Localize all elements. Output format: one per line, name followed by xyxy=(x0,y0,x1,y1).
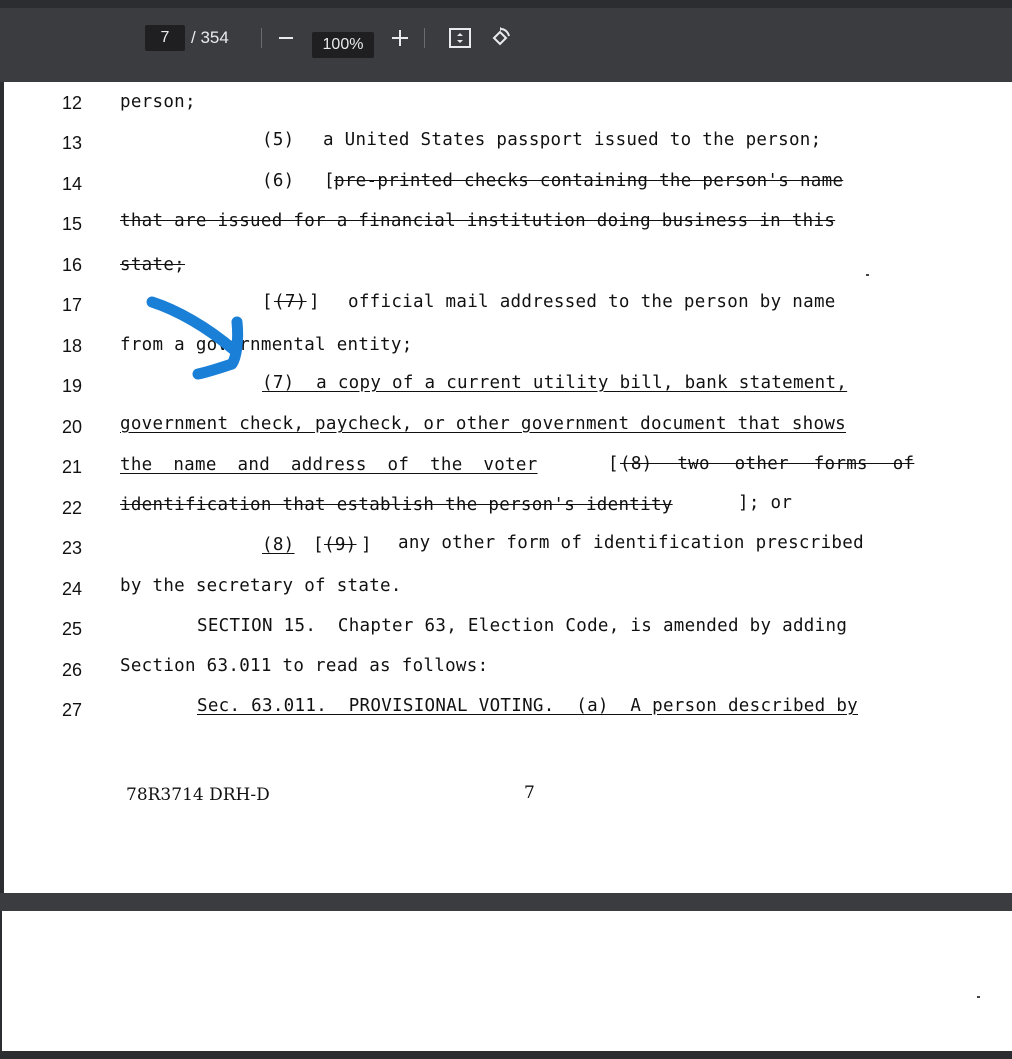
line-number: 25 xyxy=(62,619,83,639)
deleted-text: (7) xyxy=(274,292,307,312)
scan-speck xyxy=(866,274,869,276)
deleted-text: state; xyxy=(120,255,186,275)
document-page xyxy=(4,82,1012,893)
line-number: 13 xyxy=(62,133,83,153)
line-number: 19 xyxy=(62,376,83,396)
footer-document-code: 78R3714 DRH-D xyxy=(126,785,270,805)
line-number: 18 xyxy=(62,336,83,356)
pdf-toolbar xyxy=(0,0,1012,82)
arrow-annotation-icon xyxy=(142,292,262,382)
line-number: 23 xyxy=(62,538,83,558)
toolbar-divider xyxy=(261,28,262,48)
page-number-input[interactable]: 7 xyxy=(145,25,185,51)
footer-page-number: 7 xyxy=(524,783,535,803)
text-bracket: ] xyxy=(361,535,372,555)
text-bracket: [ xyxy=(262,292,273,312)
scan-speck xyxy=(977,996,980,998)
text-line-17: official mail addressed to the person by name xyxy=(348,292,836,312)
text-line-13-item: (5) xyxy=(262,130,295,150)
line-number: 16 xyxy=(62,255,83,275)
next-document-page xyxy=(2,911,1012,1051)
page-total-label: / 354 xyxy=(191,28,229,47)
text-bracket: [ xyxy=(608,454,619,474)
inserted-text: (8) xyxy=(262,535,295,555)
line-number: 17 xyxy=(62,295,83,315)
text-bracket: [ xyxy=(324,171,335,191)
text-line-22: ]; or xyxy=(738,493,793,513)
text-line-24: by the secretary of state. xyxy=(120,576,402,596)
fit-page-icon[interactable] xyxy=(446,24,474,52)
plus-icon[interactable] xyxy=(386,24,414,52)
inserted-text: (7) a copy of a current utility bill, bank statement, xyxy=(262,373,848,393)
minus-icon[interactable] xyxy=(272,24,300,52)
line-number: 12 xyxy=(62,93,83,113)
rotate-icon[interactable] xyxy=(486,24,514,52)
text-line-25: SECTION 15. Chapter 63, Election Code, is amended by adding xyxy=(197,616,848,636)
deleted-text: (9) xyxy=(324,535,357,555)
line-number: 24 xyxy=(62,579,83,599)
line-number: 26 xyxy=(62,660,83,680)
inserted-text: Sec. 63.011. PROVISIONAL VOTING. (a) A person described by xyxy=(197,696,858,716)
text-bracket: [ xyxy=(313,535,324,555)
line-number: 15 xyxy=(62,214,83,234)
text-line-13: a United States passport issued to the person; xyxy=(323,130,822,150)
text-line-23: any other form of identification prescribed xyxy=(398,533,864,553)
deleted-text: identification that establish the person's identity xyxy=(120,495,673,515)
line-number: 14 xyxy=(62,174,83,194)
viewer-bottom-edge xyxy=(0,1051,1012,1059)
text-line-26: Section 63.011 to read as follows: xyxy=(120,656,489,676)
deleted-text: that are issued for a financial institution doing business in this xyxy=(120,211,836,231)
deleted-text: pre-printed checks containing the person's name xyxy=(334,171,844,191)
line-number: 20 xyxy=(62,417,83,437)
page-gap xyxy=(0,893,1012,911)
line-number: 21 xyxy=(62,457,83,477)
text-line-14-item: (6) xyxy=(262,171,295,191)
inserted-text: the name and address of the voter xyxy=(120,455,538,475)
line-number: 27 xyxy=(62,700,83,720)
text-line-18: from a governmental entity; xyxy=(120,335,413,355)
line-number: 22 xyxy=(62,498,83,518)
inserted-text: government check, paycheck, or other government document that shows xyxy=(120,414,847,434)
deleted-text: (8) two other forms of xyxy=(620,454,915,474)
text-bracket: ] xyxy=(309,292,320,312)
zoom-level-input[interactable]: 100% xyxy=(312,32,374,58)
text-line-12: person; xyxy=(120,92,196,112)
toolbar-divider xyxy=(424,28,425,48)
